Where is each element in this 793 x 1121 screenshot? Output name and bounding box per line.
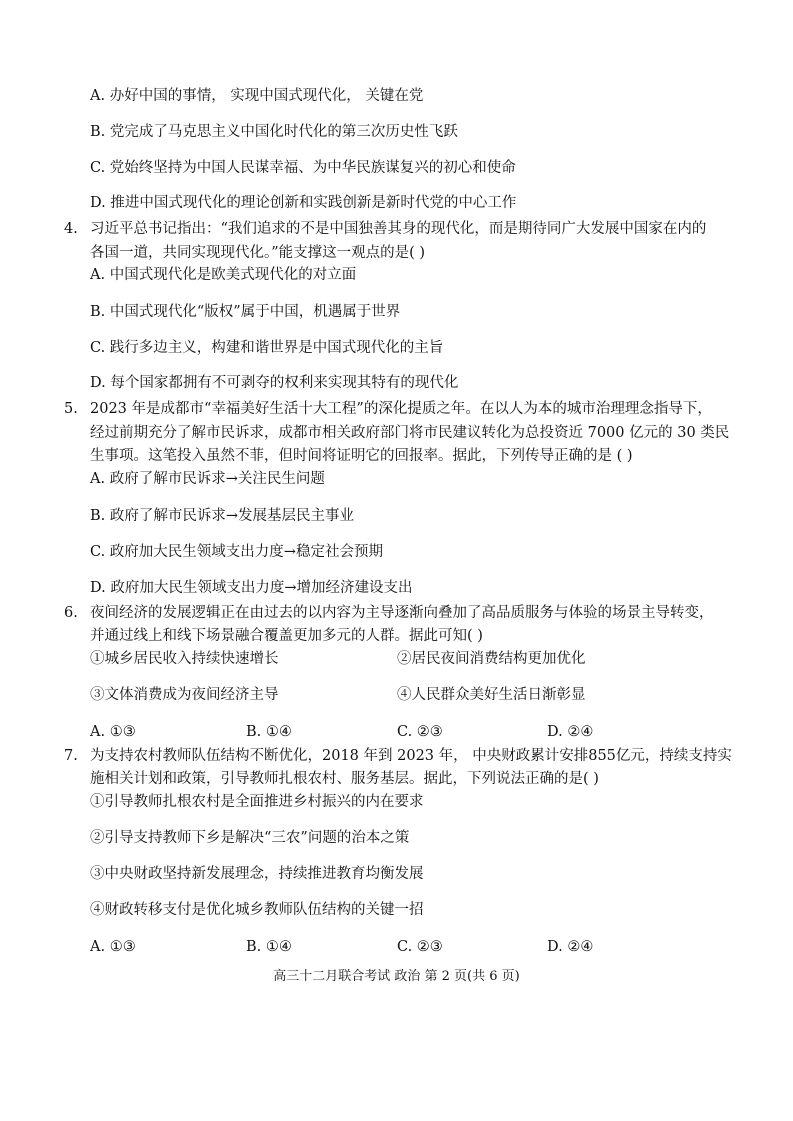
- q6-statement-3: ③文体消费成为夜间经济主导: [90, 687, 279, 703]
- q5-option-c: C. 政府加大民生领域支出力度→稳定社会预期: [90, 544, 383, 560]
- q7-answer-b: B. ①④: [246, 939, 292, 955]
- q4-option-c: C. 践行多边主义，构建和谐世界是中国式现代化的主旨: [90, 340, 444, 356]
- q7-answer-c: C. ②③: [397, 939, 443, 955]
- q3-option-d: D. 推进中国式现代化的理论创新和实践创新是新时代党的中心工作: [90, 195, 517, 211]
- q6-answer-a: A. ①③: [90, 724, 136, 740]
- q6-stem-line: 夜间经济的发展逻辑正在由过去的以内容为主导逐渐向叠加了高品质服务与体验的场景主导转变，: [90, 605, 714, 621]
- q6-answer-c: C. ②③: [397, 724, 443, 740]
- q6-answer-b: B. ①④: [246, 724, 292, 740]
- q5-option-d: D. 政府加大民生领域支出力度→增加经济建设支出: [90, 580, 413, 596]
- q4-stem-line: 各国一道，共同实现现代化。”能支撑这一观点的是( ): [90, 245, 426, 261]
- q5-stem-line: 经过前期充分了解市民诉求，成都市相关政府部门将市民建议转化为总投资近 7000 亿元的 30 类民: [90, 425, 730, 441]
- q7-stem-line: 施相关计划和政策，引导教师扎根农村、服务基层。据此，下列说法正确的是( ): [90, 771, 599, 787]
- q3-option-a: A. 办好中国的事情， 实现中国式现代化， 关键在党: [90, 88, 424, 104]
- q7-number: 7.: [64, 748, 78, 764]
- q7-stem-line: 为支持农村教师队伍结构不断优化，2018 年到 2023 年， 中央财政累计安排855亿元，持续支持实: [90, 748, 732, 764]
- q7-statement-3: ③中央财政坚持新发展理念，持续推进教育均衡发展: [90, 866, 424, 882]
- q6-stem-line: 并通过线上和线下场景融合覆盖更加多元的人群。据此可知( ): [90, 628, 483, 644]
- q7-statement-1: ①引导教师扎根农村是全面推进乡村振兴的内在要求: [90, 794, 424, 810]
- q5-stem-line: 2023 年是成都市“幸福美好生活十大工程”的深化提质之年。在以人为本的城市治理理念指导下，: [90, 401, 712, 417]
- q4-option-b: B. 中国式现代化“版权”属于中国，机遇属于世界: [90, 304, 401, 320]
- q5-option-b: B. 政府了解市民诉求→发展基层民主事业: [90, 508, 355, 524]
- q6-number: 6.: [64, 605, 78, 621]
- q5-number: 5.: [64, 401, 78, 417]
- q6-statement-2: ②居民夜间消费结构更加优化: [397, 651, 586, 667]
- q4-option-a: A. 中国式现代化是欧美式现代化的对立面: [90, 267, 357, 283]
- q4-stem-line: 习近平总书记指出：“我们追求的不是中国独善其身的现代化，而是期待同广大发展中国家在内的: [90, 221, 707, 237]
- q7-answer-d: D. ②④: [547, 939, 594, 955]
- q5-stem-line: 生事项。这笔投入虽然不菲，但时间将证明它的回报率。据此，下列传导正确的是 ( ): [90, 448, 633, 464]
- page-footer: 高三十二月联合考试 政治 第 2 页(共 6 页): [273, 969, 520, 984]
- q4-option-d: D. 每个国家都拥有不可剥夺的权利来实现其特有的现代化: [90, 375, 459, 391]
- q5-option-a: A. 政府了解市民诉求→关注民生问题: [90, 471, 325, 487]
- q6-statement-4: ④人民群众美好生活日渐彰显: [397, 687, 586, 703]
- q7-statement-2: ②引导支持教师下乡是解决“三农”问题的治本之策: [90, 830, 410, 846]
- q6-statement-1: ①城乡居民收入持续快速增长: [90, 651, 279, 667]
- q6-answer-d: D. ②④: [547, 724, 594, 740]
- q7-answer-a: A. ①③: [90, 939, 136, 955]
- q3-option-b: B. 党完成了马克思主义中国化时代化的第三次历史性飞跃: [90, 124, 458, 140]
- q4-number: 4.: [64, 221, 78, 237]
- q3-option-c: C. 党始终坚持为中国人民谋幸福、为中华民族谋复兴的初心和使命: [90, 160, 516, 176]
- q7-statement-4: ④财政转移支付是优化城乡教师队伍结构的关键一招: [90, 902, 424, 918]
